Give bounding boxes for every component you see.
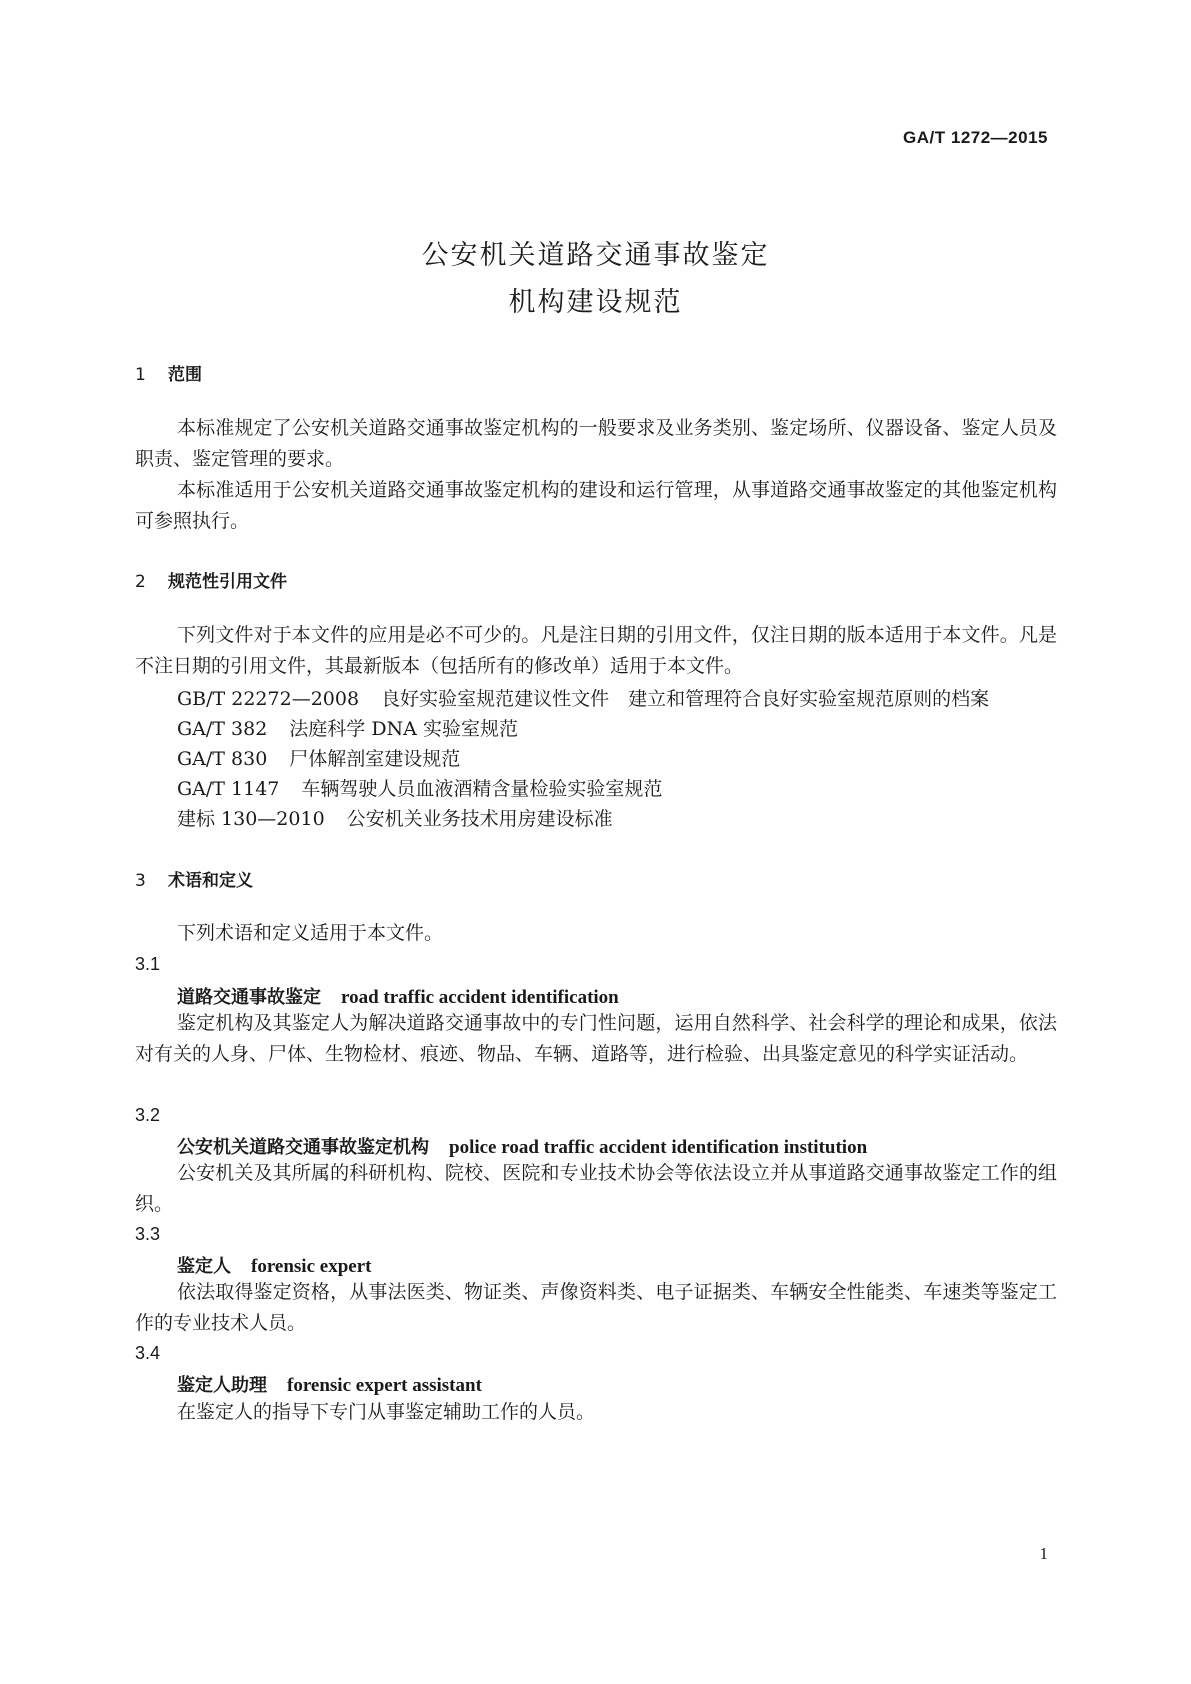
term-en: road traffic accident identification (341, 987, 619, 1008)
reference-code: GB/T 22272—2008 (177, 688, 360, 710)
standard-code: GA/T 1272—2015 (903, 128, 1048, 147)
term-heading (177, 1133, 867, 1159)
document-title-line1: 公安机关道路交通事故鉴定 (421, 240, 770, 271)
paragraph-terms-intro: 下列术语和定义适用于本文件。 (177, 922, 444, 944)
term-definition: 在鉴定人的指导下专门从事鉴定辅助工作的人员。 (177, 1401, 596, 1423)
paragraph-scope-2: 本标准适用于公安机关道路交通事故鉴定机构的建设和运行管理，从事道路交通事故鉴定的其他鉴定机构可参照执行。 (135, 479, 1057, 532)
reference-item (177, 804, 613, 831)
reference-name: 公安机关业务技术用房建设标准 (346, 808, 613, 830)
paragraph-references-intro: 下列文件对于本文件的应用是必不可少的。凡是注日期的引用文件，仅注日期的版本适用于本文件。凡是不注日期的引用文件，其最新版本（包括所有的修改单）适用于本文件。 (135, 624, 1057, 677)
term-definition: 依法取得鉴定资格，从事法医类、物证类、声像资料类、电子证据类、车辆安全性能类、车速类等鉴定工作的专业技术人员。 (135, 1281, 1057, 1334)
clause-number: 3.1 (135, 954, 161, 974)
term-heading (177, 1371, 482, 1397)
reference-item (177, 744, 460, 771)
term-en: forensic expert assistant (287, 1375, 482, 1396)
section-number: 3 (135, 871, 146, 891)
term-cn: 鉴定人助理 (177, 1375, 267, 1396)
document-title-line2: 机构建设规范 (508, 287, 683, 318)
term-cn: 鉴定人 (177, 1256, 231, 1277)
reference-name: 车辆驾驶人员血液酒精含量检验实验室规范 (301, 778, 663, 800)
section-heading-1 (135, 360, 202, 385)
reference-name: 法庭科学 DNA 实验室规范 (289, 718, 518, 740)
term-cn: 公安机关道路交通事故鉴定机构 (177, 1137, 429, 1158)
term-heading (177, 983, 619, 1009)
reference-item (177, 684, 989, 711)
reference-name: 尸体解剖室建设规范 (289, 748, 461, 770)
section-heading-2 (135, 567, 287, 592)
paragraph-scope-1: 本标准规定了公安机关道路交通事故鉴定机构的一般要求及业务类别、鉴定场所、仪器设备、鉴定人员及职责、鉴定管理的要求。 (135, 417, 1057, 470)
reference-item (177, 774, 662, 801)
clause-number: 3.3 (135, 1224, 161, 1244)
reference-code: GA/T 1147 (177, 778, 280, 800)
reference-code: GA/T 830 (177, 748, 268, 770)
term-cn: 道路交通事故鉴定 (177, 987, 321, 1008)
term-definition: 公安机关及其所属的科研机构、院校、医院和专业技术协会等依法设立并从事道路交通事故鉴定工作的组织。 (135, 1162, 1057, 1215)
section-title: 规范性引用文件 (168, 572, 287, 592)
term-definition: 鉴定机构及其鉴定人为解决道路交通事故中的专门性问题，运用自然科学、社会科学的理论和成果，依法对有关的人身、尸体、生物检材、痕迹、物品、车辆、道路等，进行检验、出具鉴定意见的科学实证活动。 (135, 1012, 1057, 1065)
term-heading (177, 1252, 371, 1278)
section-number: 2 (135, 572, 146, 592)
clause-number: 3.4 (135, 1343, 161, 1363)
clause-number: 3.2 (135, 1105, 161, 1125)
term-en: forensic expert (251, 1256, 372, 1277)
term-en: police road traffic accident identification institution (449, 1137, 868, 1158)
section-title: 范围 (168, 365, 202, 385)
reference-code: GA/T 382 (177, 718, 268, 740)
section-number: 1 (135, 365, 146, 385)
page-number: 1 (1039, 1544, 1048, 1563)
reference-code: 建标 130—2010 (177, 808, 325, 830)
reference-name: 良好实验室规范建议性文件 建立和管理符合良好实验室规范原则的档案 (381, 688, 990, 710)
section-heading-3 (135, 866, 253, 891)
reference-item (177, 714, 518, 741)
section-title: 术语和定义 (168, 871, 253, 891)
